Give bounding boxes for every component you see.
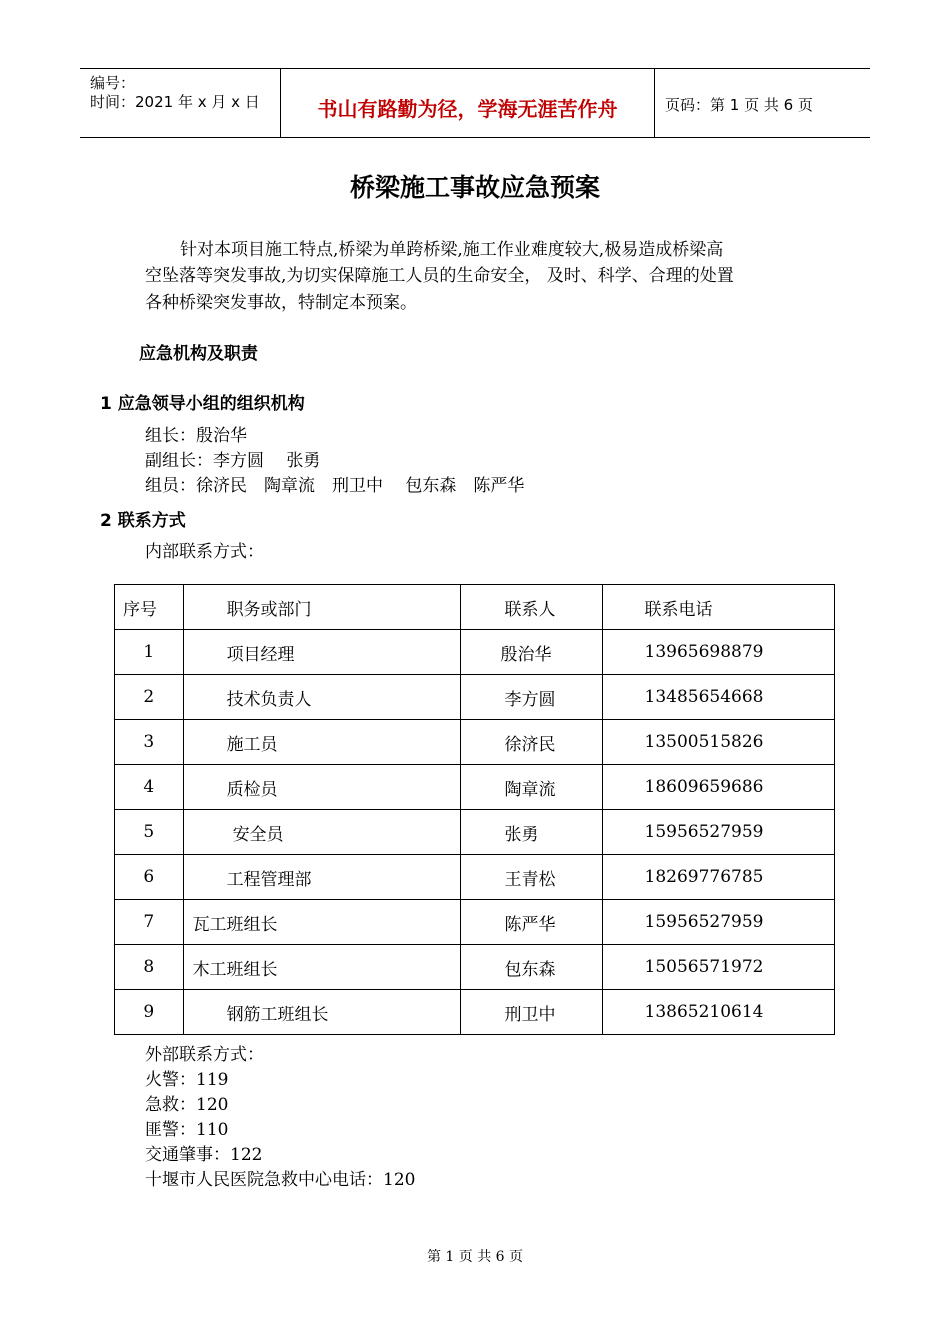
row-person: 陶章流 xyxy=(460,765,602,810)
table-row xyxy=(115,945,835,990)
row-person: 陈严华 xyxy=(460,900,602,945)
row-index: 5 xyxy=(115,810,184,855)
row-person: 王青松 xyxy=(460,855,602,900)
row-role: 瓦工班组长 xyxy=(183,900,460,945)
table-row xyxy=(115,630,835,675)
row-role: 安全员 xyxy=(183,810,460,855)
header-page-cell xyxy=(655,69,870,137)
internal-contact-label: 内部联系方式： xyxy=(145,542,264,562)
org-members: 组员：徐济民 陶章流 刑卫中 包东森 陈严华 xyxy=(145,476,525,496)
external-contact-item: 匪警：110 xyxy=(145,1120,229,1140)
intro-line-3: 各种桥梁突发事故，特制定本预案。 xyxy=(145,293,417,313)
intro-line-1: 针对本项目施工特点,桥梁为单跨桥梁,施工作业难度较大,极易造成桥梁高 xyxy=(180,240,724,260)
external-contact-item: 火警：119 xyxy=(145,1070,229,1090)
table-header-row xyxy=(115,585,835,630)
header-index: 序号 xyxy=(115,585,184,630)
row-person: 刑卫中 xyxy=(460,990,602,1035)
external-contact-item: 急救：120 xyxy=(145,1095,229,1115)
row-phone: 13500515826 xyxy=(602,720,835,765)
row-index: 3 xyxy=(115,720,184,765)
contact-table xyxy=(114,584,835,1035)
header-motto-cell xyxy=(281,69,655,137)
external-contact-item: 十堰市人民医院急救中心电话：120 xyxy=(145,1170,416,1190)
table-row xyxy=(115,720,835,765)
table-row xyxy=(115,900,835,945)
org-heading: 1 应急领导小组的组织机构 xyxy=(100,394,305,414)
row-person: 张勇 xyxy=(460,810,602,855)
row-role: 工程管理部 xyxy=(183,855,460,900)
section-heading: 应急机构及职责 xyxy=(139,344,258,364)
row-phone: 13865210614 xyxy=(602,990,835,1035)
row-phone: 13965698879 xyxy=(602,630,835,675)
org-deputy: 副组长：李方圆 张勇 xyxy=(145,451,321,471)
document-time: 时间：2021 年 x 月 x 日 xyxy=(90,93,260,111)
table-row xyxy=(115,810,835,855)
header-role: 职务或部门 xyxy=(183,585,460,630)
row-role: 技术负责人 xyxy=(183,675,460,720)
contact-heading: 2 联系方式 xyxy=(100,511,186,531)
row-index: 9 xyxy=(115,990,184,1035)
document-title: 桥梁施工事故应急预案 xyxy=(349,173,600,202)
row-phone: 13485654668 xyxy=(602,675,835,720)
row-role: 项目经理 xyxy=(183,630,460,675)
row-index: 6 xyxy=(115,855,184,900)
row-index: 2 xyxy=(115,675,184,720)
page-header xyxy=(80,68,870,138)
row-phone: 15956527959 xyxy=(602,900,835,945)
row-role: 质检员 xyxy=(183,765,460,810)
row-role: 木工班组长 xyxy=(183,945,460,990)
row-index: 8 xyxy=(115,945,184,990)
row-phone: 18269776785 xyxy=(602,855,835,900)
header-contact-person: 联系人 xyxy=(460,585,602,630)
row-role: 施工员 xyxy=(183,720,460,765)
page-footer: 第 1 页 共 6 页 xyxy=(426,1249,524,1265)
header-page-number: 页码：第 1 页 共 6 页 xyxy=(665,96,813,114)
row-phone: 15056571972 xyxy=(602,945,835,990)
row-index: 4 xyxy=(115,765,184,810)
table-row xyxy=(115,855,835,900)
row-person: 李方圆 xyxy=(460,675,602,720)
row-index: 1 xyxy=(115,630,184,675)
header-phone: 联系电话 xyxy=(602,585,835,630)
row-person: 徐济民 xyxy=(460,720,602,765)
external-contact-label: 外部联系方式： xyxy=(145,1045,264,1065)
table-row xyxy=(115,990,835,1035)
document-number: 编号： xyxy=(90,74,136,92)
header-meta-cell xyxy=(80,69,281,137)
external-contact-item: 交通肇事：122 xyxy=(145,1145,263,1165)
row-person: 殷治华 xyxy=(460,630,602,675)
row-index: 7 xyxy=(115,900,184,945)
row-person: 包东森 xyxy=(460,945,602,990)
row-phone: 15956527959 xyxy=(602,810,835,855)
table-row xyxy=(115,675,835,720)
org-leader: 组长：殷治华 xyxy=(145,426,247,446)
row-role: 钢筋工班组长 xyxy=(183,990,460,1035)
table-row xyxy=(115,765,835,810)
row-phone: 18609659686 xyxy=(602,765,835,810)
header-motto: 书山有路勤为径，学海无涯苦作舟 xyxy=(317,97,618,121)
intro-line-2: 空坠落等突发事故,为切实保障施工人员的生命安全， 及时、科学、合理的处置 xyxy=(145,266,734,286)
